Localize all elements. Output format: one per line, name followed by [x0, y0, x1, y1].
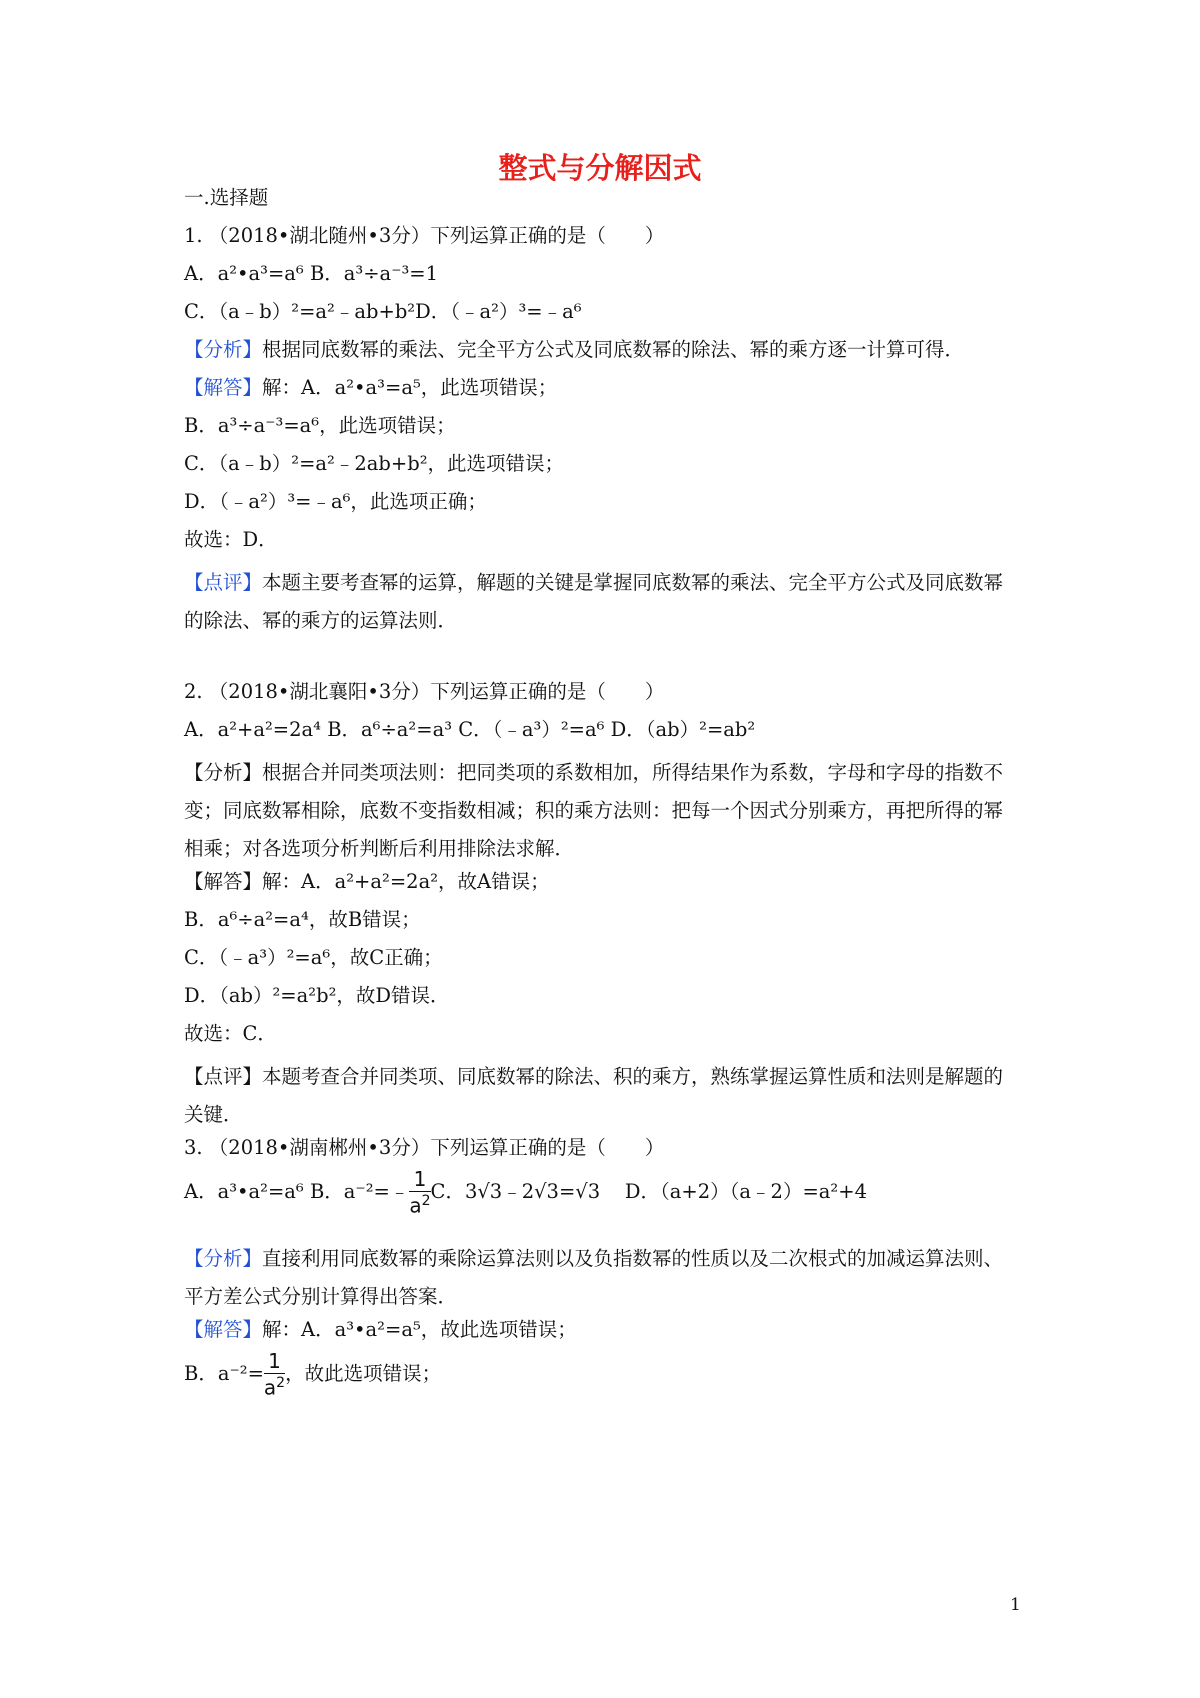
fraction — [409, 1169, 430, 1216]
q3-stem: 3. （2018•湖南郴州•3分）下列运算正确的是（ ） — [184, 1136, 665, 1159]
q1-options-ab: A．a²•a³=a⁶ B．a³÷a⁻³=1 — [184, 262, 439, 285]
q2-stem: 2. （2018•湖北襄阳•3分）下列运算正确的是（ ） — [184, 680, 665, 703]
q3-analysis — [184, 1240, 1020, 1316]
q3-answer-b — [184, 1350, 441, 1398]
fraction-numerator: 1 — [413, 1167, 427, 1192]
q1-choice: 故选：D． — [184, 528, 278, 551]
q1-stem: 1. （2018•湖北随州•3分）下列运算正确的是（ ） — [184, 224, 665, 247]
q3-option-ab: A．a³•a²=a⁶ B．a⁻²=﹣ — [184, 1180, 410, 1203]
comment-text: 本题主要考查幂的运算，解题的关键是掌握同底数幂的乘法、完全平方公式及同底数幂的除法、幂的乘方的运算法则． — [184, 571, 1004, 632]
answer-tag: 【解答】 — [184, 376, 263, 399]
fraction-bar — [409, 1191, 430, 1192]
q2-answer — [184, 868, 550, 896]
answer-tag: 【解答】 — [184, 870, 263, 893]
answer-a: 解：A．a³•a²=a⁵，故此选项错误； — [262, 1318, 577, 1341]
denominator-base: a — [263, 1375, 277, 1400]
denominator-base: a — [409, 1193, 422, 1218]
comment-text: 本题考查合并同类项、同底数幂的除法、积的乘方，熟练掌握运算性质和法则是解题的关键． — [184, 1065, 1004, 1126]
analysis-text: 直接利用同底数幂的乘除运算法则以及负指数幂的性质以及二次根式的加减运算法则、平方差公式分别计算得出答案． — [184, 1247, 1004, 1308]
answer-a: 解：A．a²•a³=a⁵，此选项错误； — [262, 376, 558, 399]
analysis-tag: 【分析】 — [184, 1247, 263, 1270]
q2-answer-d: D．（ab）²=a²b²，故D错误． — [184, 984, 450, 1007]
q2-choice: 故选：C． — [184, 1022, 277, 1045]
answer-b-pre: B．a⁻²= — [184, 1362, 264, 1385]
section-heading: 一.选择题 — [184, 186, 269, 209]
fraction-numerator: 1 — [268, 1349, 281, 1374]
q2-options: A．a²+a²=2a⁴ B．a⁶÷a²=a³ C．（﹣a³）²=a⁶ D．（ab）²=ab² — [184, 718, 756, 741]
q1-analysis — [184, 336, 964, 364]
fraction — [264, 1351, 285, 1398]
analysis-text: 根据同底数幂的乘法、完全平方公式及同底数幂的除法、幂的乘方逐一计算可得． — [262, 338, 965, 361]
answer-b-post: ，故此选项错误； — [285, 1362, 442, 1385]
q2-answer-c: C．（﹣a³）²=a⁶，故C正确； — [184, 946, 443, 969]
q1-answer-d: D．（﹣a²）³=﹣a⁶，此选项正确； — [184, 490, 487, 513]
q1-answer-b: B．a³÷a⁻³=a⁶，此选项错误； — [184, 414, 456, 437]
q3-option-c: C．3√3﹣2√3=√3 — [430, 1180, 601, 1203]
fraction-denominator — [409, 1194, 430, 1216]
q2-analysis — [184, 754, 1020, 868]
q3-options — [184, 1168, 867, 1216]
denominator-exponent: 2 — [421, 1193, 431, 1210]
q2-answer-b: B．a⁶÷a²=a⁴，故B错误； — [184, 908, 421, 931]
denominator-exponent: 2 — [276, 1375, 286, 1392]
analysis-tag: 【分析】 — [184, 338, 263, 361]
fraction-denominator — [264, 1376, 285, 1398]
page-number: 1 — [1010, 1595, 1021, 1615]
q1-answer — [184, 374, 557, 402]
answer-a: 解：A．a²+a²=2a²，故A错误； — [262, 870, 550, 893]
fraction-bar — [264, 1373, 285, 1374]
q1-answer-c: C．（a﹣b）²=a²﹣2ab+b²，此选项错误； — [184, 452, 565, 475]
q2-comment — [184, 1058, 1020, 1134]
analysis-tag: 【分析】 — [184, 761, 263, 784]
q1-comment — [184, 564, 1020, 640]
analysis-text: 根据合并同类项法则：把同类项的系数相加，所得结果作为系数，字母和字母的指数不变；同底数幂相除，底数不变指数相减；积的乘方法则：把每一个因式分别乘方，再把所得的幂相乘；对各选项分析判断后利用排除法求解． — [184, 761, 1004, 860]
q3-answer — [184, 1316, 577, 1344]
q1-options-cd: C．（a﹣b）²=a²﹣ab+b²D．（﹣a²）³=﹣a⁶ — [184, 300, 582, 323]
comment-tag: 【点评】 — [184, 571, 263, 594]
q3-option-d: D．（a+2）（a﹣2）=a²+4 — [624, 1180, 867, 1203]
page-title: 整式与分解因式 — [498, 151, 702, 185]
comment-tag: 【点评】 — [184, 1065, 263, 1088]
answer-tag: 【解答】 — [184, 1318, 263, 1341]
